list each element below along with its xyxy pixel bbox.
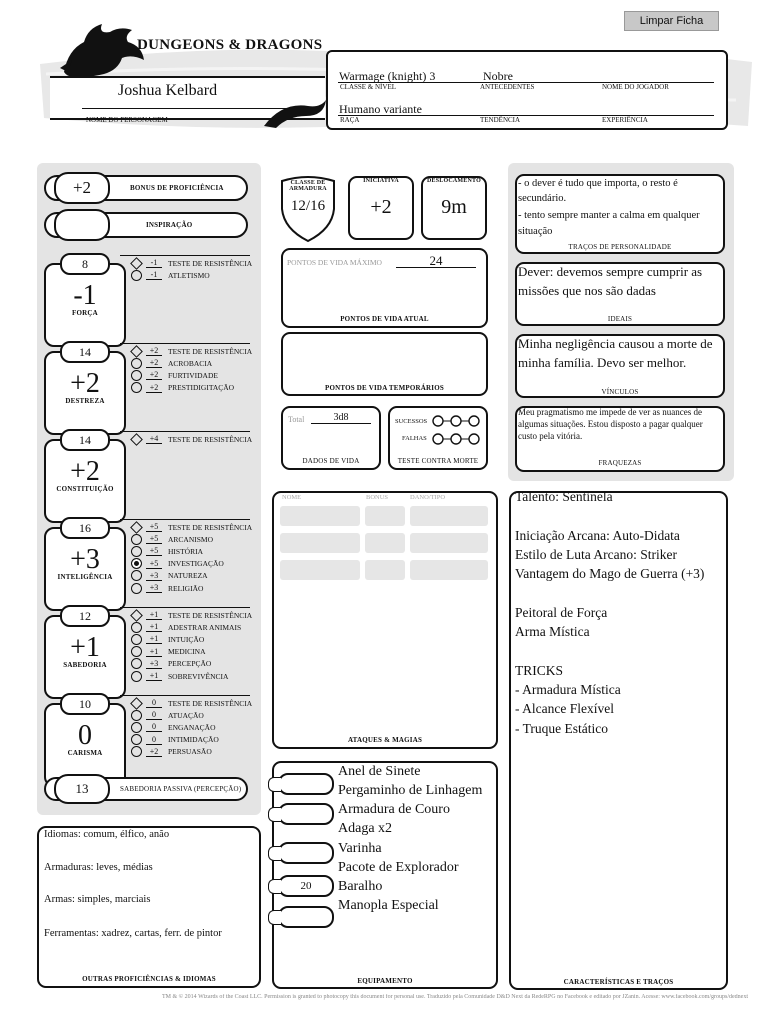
passive-wisdom-label: SABEDORIA PASSIVA (PERCEPÇÃO) xyxy=(120,785,242,793)
skill-name: INVESTIGAÇÃO xyxy=(168,559,224,569)
player-name-label: NOME DO JOGADOR xyxy=(602,83,669,91)
hit-points-max-label: PONTOS DE VIDA MÁXIMO xyxy=(287,258,382,267)
skill-name: ATLETISMO xyxy=(168,270,210,280)
skill-name: ATUAÇÃO xyxy=(168,710,204,720)
dragon-logo-icon xyxy=(58,20,148,82)
skill-value[interactable]: +3 xyxy=(146,659,162,669)
skill-value[interactable]: 0 xyxy=(146,698,162,708)
flaws-text[interactable]: Meu pragmatismo me impede de ver as nuances de algumas situações. Estou disposto a pagar qualquer custo pela vitória. xyxy=(518,407,703,441)
attacks-col-damage: DANO/TIPO xyxy=(410,494,446,501)
equipment-item-5[interactable]: Varinha xyxy=(338,841,382,856)
attacks-box xyxy=(272,491,498,749)
personality-traits-label: TRAÇOS DE PERSONALIDADE xyxy=(568,243,672,251)
armor-class-value[interactable]: 12/16 xyxy=(290,198,326,214)
skill-row[interactable] xyxy=(131,533,213,545)
attack-3-name[interactable] xyxy=(280,560,360,580)
equipment-item-1[interactable]: Anel de Sinete xyxy=(338,764,421,779)
proficiency-line-2[interactable]: Armaduras: leves, médias xyxy=(44,862,153,873)
speed-value[interactable]: 9m xyxy=(441,196,467,218)
class-level[interactable]: Warmage (knight) 3 xyxy=(339,69,436,83)
equipment-item-6[interactable]: Pacote de Explorador xyxy=(338,860,459,875)
logo-text: DUNGEONS & DRAGONS xyxy=(137,37,323,53)
skill-proficiency-circle-icon[interactable] xyxy=(131,558,142,569)
ability-4-score[interactable]: 12 xyxy=(60,605,110,627)
proficiency-bonus-value[interactable]: +2 xyxy=(54,172,110,204)
death-saves-failures-label: FALHAS xyxy=(402,435,427,442)
save-proficiency-diamond-icon[interactable] xyxy=(130,697,143,710)
ability-0-modifier[interactable]: -1 xyxy=(73,280,97,311)
inspiration-box[interactable] xyxy=(54,209,110,241)
coin-2-field[interactable] xyxy=(278,842,334,864)
skill-row[interactable] xyxy=(131,670,228,682)
skill-name: TESTE DE RESISTÊNCIA xyxy=(168,346,253,356)
skill-proficiency-circle-icon[interactable] xyxy=(131,358,142,369)
class-level-label: CLASSE & NÍVEL xyxy=(340,83,396,91)
skill-name: MEDICINA xyxy=(168,647,206,657)
skill-name: TESTE DE RESISTÊNCIA xyxy=(168,258,253,268)
skill-row[interactable] xyxy=(131,369,218,381)
features-label: CARACTERÍSTICAS E TRAÇOS xyxy=(563,978,674,986)
armor-class-label: CLASSE DE ARMADURA xyxy=(289,180,327,192)
skill-value[interactable]: 0 xyxy=(146,735,162,745)
death-saves-label: TESTE CONTRA MORTE xyxy=(397,457,479,465)
equipment-label: EQUIPAMENTO xyxy=(357,977,413,985)
skill-proficiency-circle-icon[interactable] xyxy=(131,658,142,669)
ability-5-modifier[interactable]: 0 xyxy=(78,720,92,751)
race-label: RAÇA xyxy=(340,116,360,124)
skill-proficiency-circle-icon[interactable] xyxy=(131,634,142,645)
skill-row[interactable] xyxy=(131,521,252,533)
skill-row[interactable] xyxy=(131,621,241,633)
skill-value[interactable]: +5 xyxy=(146,522,162,532)
alignment-label: TENDÊNCIA xyxy=(480,116,521,124)
death-saves-successes-label: SUCESSOS xyxy=(395,418,428,425)
proficiencies-box xyxy=(37,826,261,988)
dragon-tail-icon xyxy=(262,96,328,130)
coin-0-tab xyxy=(268,777,281,792)
ability-5-score[interactable]: 10 xyxy=(60,693,110,715)
skill-value[interactable]: +1 xyxy=(146,622,162,632)
equipment-item-8[interactable]: Manopla Especial xyxy=(338,898,439,913)
equipment-item-2[interactable]: Pergaminho de Linhagem xyxy=(338,783,483,798)
feature-line[interactable]: Estilo de Luta Arcano: Striker xyxy=(515,546,677,562)
skill-value[interactable]: +5 xyxy=(146,559,162,569)
skill-value[interactable]: +1 xyxy=(146,610,162,620)
skill-row[interactable] xyxy=(131,697,252,709)
skill-value[interactable]: +1 xyxy=(146,647,162,657)
equipment-item-7[interactable]: Baralho xyxy=(338,879,383,894)
equipment-item-4[interactable]: Adaga x2 xyxy=(338,821,393,836)
skill-name: NATUREZA xyxy=(168,571,208,581)
skill-name: PERCEPÇÃO xyxy=(168,659,212,669)
hit-points-current-label: PONTOS DE VIDA ATUAL xyxy=(340,315,429,323)
ability-2-modifier[interactable]: +2 xyxy=(70,456,100,487)
skill-proficiency-circle-icon[interactable] xyxy=(131,370,142,381)
attack-1-name[interactable] xyxy=(280,506,360,526)
skill-value[interactable]: +2 xyxy=(146,346,162,356)
skill-name: RELIGIÃO xyxy=(168,583,204,593)
skill-value[interactable]: +4 xyxy=(146,434,162,444)
save-proficiency-diamond-icon[interactable] xyxy=(130,257,143,270)
flaws-label: FRAQUEZAS xyxy=(598,459,642,467)
skill-name: SOBREVIVÊNCIA xyxy=(168,671,229,681)
skill-value[interactable]: +3 xyxy=(146,583,162,593)
speed-label: DESLOCAMENTO xyxy=(427,178,481,184)
skill-value[interactable]: +1 xyxy=(146,671,162,681)
skill-proficiency-circle-icon[interactable] xyxy=(131,382,142,393)
skill-name: TESTE DE RESISTÊNCIA xyxy=(168,610,253,620)
attack-2-name[interactable] xyxy=(280,533,360,553)
skill-name: ARCANISMO xyxy=(168,534,214,544)
ability-1-rule xyxy=(120,343,250,344)
coin-2-tab xyxy=(268,846,281,861)
death-success-circles-icon xyxy=(432,414,480,428)
hit-dice-total-value[interactable]: 3d8 xyxy=(311,412,371,424)
hit-points-max-value[interactable]: 24 xyxy=(396,254,476,268)
coin-3-tab xyxy=(268,879,281,894)
skill-row[interactable] xyxy=(131,633,204,645)
skill-value[interactable]: +5 xyxy=(146,546,162,556)
skill-row[interactable] xyxy=(131,257,252,269)
experience-label: EXPERIÊNCIA xyxy=(602,116,648,124)
coin-4-field[interactable] xyxy=(278,906,334,928)
skill-name: INTUIÇÃO xyxy=(168,634,205,644)
skill-name: ACROBACIA xyxy=(168,358,213,368)
background[interactable]: Nobre xyxy=(483,69,513,83)
character-name[interactable]: Joshua Kelbard xyxy=(118,82,218,99)
character-name-label: NOME DO PERSONAGEM xyxy=(86,116,168,124)
skill-row[interactable] xyxy=(131,357,212,369)
ability-1-modifier[interactable]: +2 xyxy=(70,368,100,399)
skill-value[interactable]: 0 xyxy=(146,710,162,720)
ability-1-name: DESTREZA xyxy=(65,397,105,405)
skill-row[interactable] xyxy=(131,269,210,281)
skill-row[interactable] xyxy=(131,734,219,746)
personality-trait-1[interactable]: - o dever é tudo que importa, o resto é secundário. xyxy=(518,178,678,204)
coin-0-field[interactable] xyxy=(278,773,334,795)
info-row2-line xyxy=(338,115,714,116)
initiative-label: INICIATIVA xyxy=(363,178,399,184)
feature-line[interactable]: - Truque Estático xyxy=(515,720,608,736)
attack-1-damage[interactable] xyxy=(410,506,488,526)
skill-row[interactable] xyxy=(131,433,252,445)
ability-4-name: SABEDORIA xyxy=(63,661,107,669)
skill-name: TESTE DE RESISTÊNCIA xyxy=(168,522,253,532)
attack-2-bonus[interactable] xyxy=(365,533,405,553)
bonds-text[interactable]: Minha negligência causou a morte de minha família. Devo ser melhor. xyxy=(518,336,713,370)
skill-row[interactable] xyxy=(131,746,212,758)
attacks-col-bonus: BONUS xyxy=(366,494,389,501)
skill-row[interactable] xyxy=(131,721,216,733)
ability-3-score[interactable]: 16 xyxy=(60,517,110,539)
ability-2-rule xyxy=(120,431,250,432)
personality-trait-2[interactable]: - tento sempre manter a calma em qualquer situação xyxy=(518,210,700,237)
death-failure-circles-icon xyxy=(432,432,480,446)
skill-proficiency-circle-icon[interactable] xyxy=(131,646,142,657)
proficiency-line-1[interactable]: Idiomas: comum, élfico, anão xyxy=(44,829,170,840)
ability-3-modifier[interactable]: +3 xyxy=(70,544,100,575)
skill-proficiency-circle-icon[interactable] xyxy=(131,270,142,281)
skill-row[interactable] xyxy=(131,646,206,658)
skill-proficiency-circle-icon[interactable] xyxy=(131,570,142,581)
feature-line[interactable]: Arma Mística xyxy=(515,624,590,640)
skill-row[interactable] xyxy=(131,558,224,570)
attack-3-damage[interactable] xyxy=(410,560,488,580)
skill-row[interactable] xyxy=(131,609,252,621)
attacks-label: ATAQUES & MAGIAS xyxy=(347,736,423,744)
skill-value[interactable]: +5 xyxy=(146,534,162,544)
ability-3-name: INTELIGÊNCIA xyxy=(57,573,113,581)
ability-3-rule xyxy=(120,519,250,520)
skill-name: FURTIVIDADE xyxy=(168,370,218,380)
background-label: ANTECEDENTES xyxy=(480,83,535,91)
equipment-item-3[interactable]: Armadura de Couro xyxy=(338,802,450,817)
feature-line[interactable]: Talento: Sentinela xyxy=(515,489,613,504)
initiative-value[interactable]: +2 xyxy=(370,196,392,218)
skill-value[interactable]: -1 xyxy=(146,270,162,280)
skill-proficiency-circle-icon[interactable] xyxy=(131,583,142,594)
ability-4-modifier[interactable]: +1 xyxy=(70,632,100,663)
ability-5-rule xyxy=(120,695,250,696)
proficiencies-label: OUTRAS PROFICIÊNCIAS & IDIOMAS xyxy=(82,975,216,983)
ability-0-name: FORÇA xyxy=(72,309,98,317)
skill-value[interactable]: +2 xyxy=(146,747,162,757)
bonds-label: VÍNCULOS xyxy=(601,388,639,396)
save-proficiency-diamond-icon[interactable] xyxy=(130,609,143,622)
footer-copyright: TM & © 2014 Wizards of the Coast LLC. Permission is granted to photocopy this document for personal use. Traduzido pela Comunidade D&D Next da RedeRPG no Facebook e editado por JZanin. Acesse: www.facebook.com/groups/dednext xyxy=(161,994,748,1000)
ability-4-rule xyxy=(120,607,250,608)
ability-2-name: CONSTITUIÇÃO xyxy=(56,485,114,493)
hit-dice-total-label: Total xyxy=(288,415,305,424)
skill-row[interactable] xyxy=(131,545,203,557)
passive-wisdom-value[interactable]: 13 xyxy=(54,774,110,804)
ideals-label: IDEAIS xyxy=(607,315,633,323)
attack-1-bonus[interactable] xyxy=(365,506,405,526)
skill-name: TESTE DE RESISTÊNCIA xyxy=(168,698,253,708)
skill-proficiency-circle-icon[interactable] xyxy=(131,622,142,633)
save-proficiency-diamond-icon[interactable] xyxy=(130,433,143,446)
skill-value[interactable]: +3 xyxy=(146,571,162,581)
hit-dice-label: DADOS DE VIDA xyxy=(302,457,360,465)
feature-line[interactable]: - Armadura Mística xyxy=(515,682,621,697)
skill-row[interactable] xyxy=(131,658,211,670)
proficiency-line-4[interactable]: Ferramentas: xadrez, cartas, ferr. de pintor xyxy=(44,928,222,939)
skill-value[interactable]: +2 xyxy=(146,358,162,368)
race[interactable]: Humano variante xyxy=(339,102,422,116)
death-saves-successes[interactable] xyxy=(432,414,480,433)
feature-line[interactable]: Iniciação Arcana: Auto-Didata xyxy=(515,527,680,543)
skill-proficiency-circle-icon[interactable] xyxy=(131,710,142,721)
skill-row[interactable] xyxy=(131,570,208,582)
attack-2-damage[interactable] xyxy=(410,533,488,553)
skill-name: PRESTIDIGITAÇÃO xyxy=(168,383,235,393)
skill-proficiency-circle-icon[interactable] xyxy=(131,546,142,557)
feature-line[interactable]: TRICKS xyxy=(515,662,564,678)
inspiration-label: INSPIRAÇÃO xyxy=(146,221,193,229)
skill-name: ENGANAÇÃO xyxy=(168,722,216,732)
ability-1-score[interactable]: 14 xyxy=(60,341,110,363)
skill-proficiency-circle-icon[interactable] xyxy=(131,722,142,733)
skill-value[interactable]: -1 xyxy=(146,258,162,268)
proficiency-bonus-label: BONUS DE PROFICIÊNCIA xyxy=(130,184,224,192)
feature-line[interactable]: - Alcance Flexível xyxy=(515,701,614,717)
skill-value[interactable]: +2 xyxy=(146,370,162,380)
ideals-text[interactable]: Dever: devemos sempre cumprir as missões que nos são dadas xyxy=(518,264,703,298)
coin-1-tab xyxy=(268,807,281,822)
coin-3-field[interactable]: 20 xyxy=(278,875,334,897)
skill-name: TESTE DE RESISTÊNCIA xyxy=(168,434,253,444)
hit-points-temp-label: PONTOS DE VIDA TEMPORÁRIOS xyxy=(325,384,444,392)
ability-0-score[interactable]: 8 xyxy=(60,253,110,275)
skill-proficiency-circle-icon[interactable] xyxy=(131,734,142,745)
skill-value[interactable]: +1 xyxy=(146,634,162,644)
skill-proficiency-circle-icon[interactable] xyxy=(131,671,142,682)
skill-value[interactable]: +2 xyxy=(146,383,162,393)
skill-name: INTIMIDAÇÃO xyxy=(168,735,219,745)
skill-row[interactable] xyxy=(131,382,234,394)
death-saves-failures[interactable] xyxy=(432,432,480,451)
save-proficiency-diamond-icon[interactable] xyxy=(130,521,143,534)
attack-3-bonus[interactable] xyxy=(365,560,405,580)
skill-proficiency-circle-icon[interactable] xyxy=(131,534,142,545)
coin-1-field[interactable] xyxy=(278,803,334,825)
skill-proficiency-circle-icon[interactable] xyxy=(131,746,142,757)
skill-row[interactable] xyxy=(131,709,204,721)
skill-name: PERSUASÃO xyxy=(168,747,212,757)
feature-line[interactable]: Peitoral de Força xyxy=(515,604,608,620)
skill-row[interactable] xyxy=(131,582,203,594)
skill-row[interactable] xyxy=(131,345,252,357)
skill-name: HISTÓRIA xyxy=(168,546,203,556)
skill-value[interactable]: 0 xyxy=(146,722,162,732)
clear-sheet-button[interactable]: Limpar Ficha xyxy=(624,11,719,31)
save-proficiency-diamond-icon[interactable] xyxy=(130,345,143,358)
skill-name: ADESTRAR ANIMAIS xyxy=(168,622,242,632)
ability-2-score[interactable]: 14 xyxy=(60,429,110,451)
feature-line[interactable]: Vantagem do Mago de Guerra (+3) xyxy=(515,566,705,582)
coin-4-tab xyxy=(268,910,281,925)
ability-0-rule xyxy=(120,255,250,256)
attacks-col-name: NOME xyxy=(282,494,302,501)
ability-5-name: CARISMA xyxy=(67,749,103,757)
proficiency-line-3[interactable]: Armas: simples, marciais xyxy=(44,894,151,905)
